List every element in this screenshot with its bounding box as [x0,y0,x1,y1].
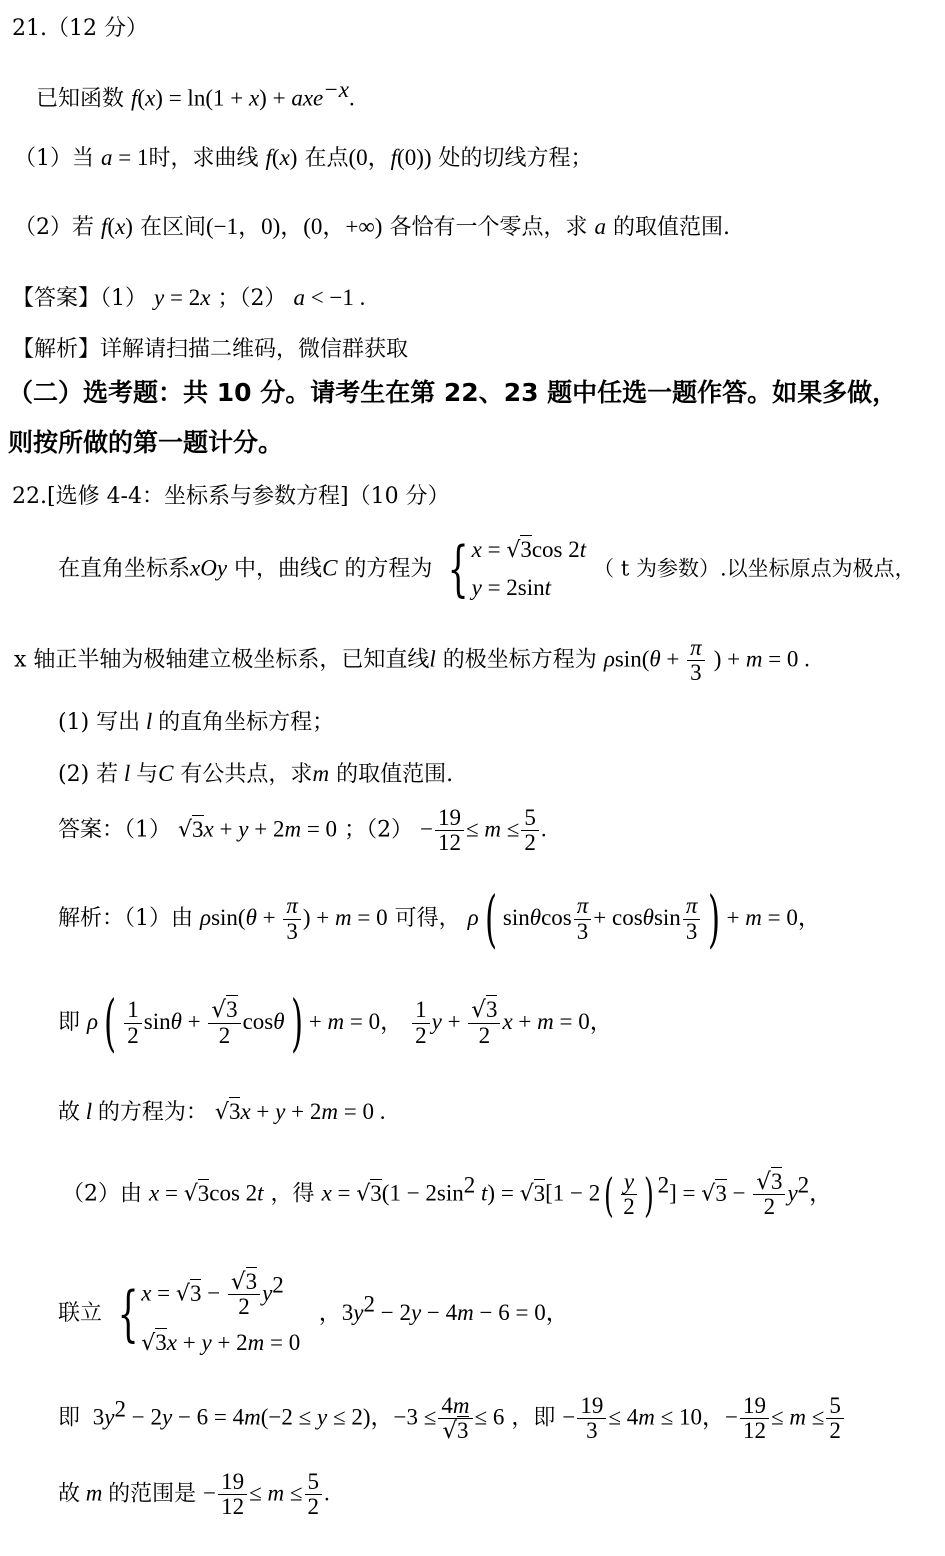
q22-sol-final: 故 m 的范围是 − $\frac{19}{12}$ ≤ m ≤ $\frac{5}{2}$ . [58,1469,330,1520]
q22-sub1: (1) 写出 l 的直角坐标方程； [58,709,335,735]
section2-line1: （二）选考题：共 10 分。请考生在第 22、23 题中任选一题作答。如果多做， [8,378,898,407]
q21-sub2: （2）若 f(x) 在区间(−1，0)，(0，+∞) 各恰有一个零点，求 a 的取值范围. [14,214,730,240]
q22-sol-ji2: 即 $3y^2 - 2y - 6 = 4m(-2 \le y \le 2)$，−3 ≤ $\frac{4m}{√3}$ ≤ 6 ，即 − $\frac{19}{3}$ ≤ 4m ≤ 10，− $\frac{19}{12}$ ≤ m ≤ $\frac{5}{2}$ [58,1394,846,1443]
section2-line2: 则按所做的第一题计分。 [8,428,284,457]
q22-sol-2: （2）由 x = √3cos 2t ，得 $x = √3(1 - 2\sin^2$ t) = √3[1 − 2( $\frac{y}{2}$ ) $^2$] = √3 − $\frac{√3}{2}$ $y^2$， [62,1167,833,1222]
q22-sol-1: 解析：（1）由 ρsin(θ + $\frac{\pi}{3}$ ) + m = 0 可得， ρ( sinθcos $\frac{\pi}{3}$ + cosθsin $\frac{\pi}{3}$ ) + m = 0， [58,882,821,955]
q21-sub1: （1）当 a = 1时，求曲线 f(x) 在点(0，f(0)) 处的切线方程； [14,145,593,171]
q22-header: 22.[选修 4-4：坐标系与参数方程]（10 分） [12,484,450,509]
q22-line2: x 轴正半轴为极轴建立极坐标系，已知直线l 的极坐标方程为 ρsin(θ + $\frac{\pi}{3}$ ) + m = 0 . [14,635,810,686]
q22-sol-ji: 即 ρ( $\frac{1}{2}$ sinθ + $\frac{√3}{2}$ cosθ) + m = 0， $\frac{1}{2}$ y + $\frac{√3}{2}$ x + m = 0， [58,986,613,1059]
q21-analysis: 【解析】详解请扫描二维码，微信群获取 [12,337,409,362]
q21-given: 已知函数 f(x) = ln(1 + x) + axe$^{-x}$. [36,77,355,112]
q22-sub2: (2) 若 l 与C 有公共点，求m 的取值范围. [58,761,454,787]
q22-answer: 答案：（1） √3x + y + 2m = 0 ；（2） − $\frac{19}{12}$ ≤ m ≤ $\frac{5}{2}$ . [58,805,547,856]
q21-header: 21.（12 分） [12,16,148,41]
q22-sol-lianli: 联立 { x = √3 − $\frac{√3}{2}$ $y^2$ √3x + y + 2m = 0 ，$3y^2 - 2y - 4m - 6 = 0$， [58,1269,569,1357]
q21-answer: 【答案】（1） y = 2x ；（2） a < −1 . [12,285,366,311]
q22-intro: 在直角坐标系xOy 中，曲线C 的方程为 { x = √3cos 2t y = 2sint （ t 为参数）.以坐标原点为极点， [58,534,916,605]
q22-sol-gu: 故 l 的方程为： √3x + y + 2m = 0 . [58,1099,386,1125]
